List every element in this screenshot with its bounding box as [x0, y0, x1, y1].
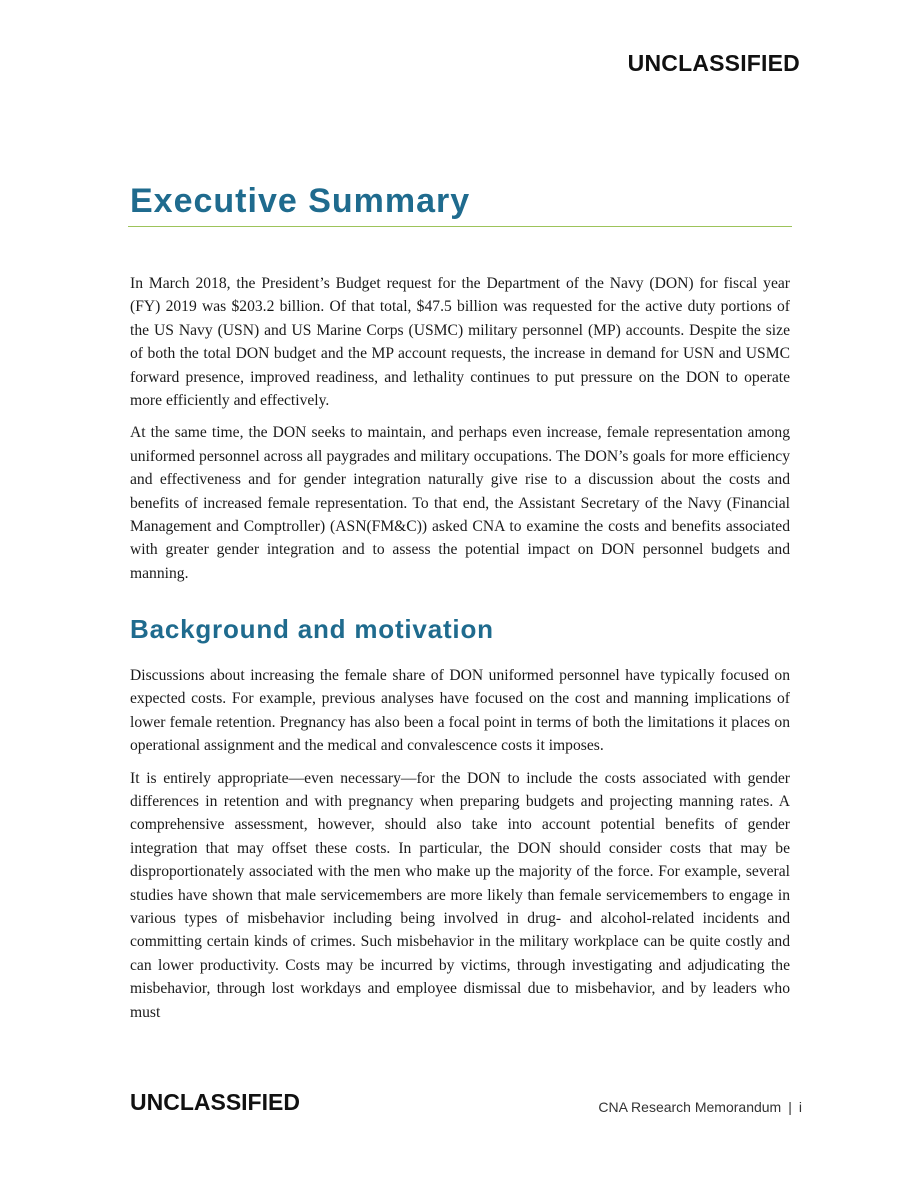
footer-publication-name: CNA Research Memorandum [598, 1099, 782, 1115]
exec-paragraph-2: At the same time, the DON seeks to maintain, and perhaps even increase, female representation among uniformed personnel across all paygrades and military occupations. The DON’s goals for more efficiency and effectiveness and for gender integration naturally give rise to a discussion about the costs and benefits of increased female representation. To that end, the Assistant Secretary of the Navy (Financial Management and Comptroller) (ASN(FM&C)) asked CNA to examine the costs and benefits associated with greater gender integration and to assess the potential impact on DON personnel budgets and manning. [130, 424, 790, 582]
background-body [130, 664, 790, 1033]
footer-page-number: i [798, 1099, 802, 1115]
title-underline-rule [128, 226, 792, 227]
footer-separator: | [788, 1099, 792, 1115]
background-paragraph-1: Discussions about increasing the female share of DON uniformed personnel have typically focused on expected costs. For example, previous analyses have focused on the cost and manning implications of lower female retention. Pregnancy has also been a focal point in terms of both the limitations it places on operational assignment and the medical and convalescence costs it imposes. [130, 667, 790, 755]
footer-publication-info [598, 1099, 802, 1115]
section-heading-background: Background and motivation [130, 614, 494, 644]
header-classification-marking: UNCLASSIFIED [627, 50, 800, 76]
executive-summary-body [130, 272, 790, 594]
exec-paragraph-1: In March 2018, the President’s Budget request for the Department of the Navy (DON) for fiscal year (FY) 2019 was $203.2 billion. Of that total, $47.5 billion was requested for the active duty portions of the US Navy (USN) and US Marine Corps (USMC) military personnel (MP) accounts. Despite the size of both the total DON budget and the MP account requests, the increase in demand for USN and USMC forward presence, improved readiness, and lethality continues to put pressure on the DON to operate more efficiently and effectively. [130, 275, 790, 410]
background-paragraph-2: It is entirely appropriate—even necessary—for the DON to include the costs associated with gender differences in retention and with pregnancy when preparing budgets and projecting manning rates. A comprehensive assessment, however, should also take into account potential benefits of gender integration that may offset these costs. In particular, the DON should consider costs that may be disproportionately associated with the men who make up the majority of the force. For example, several studies have shown that male servicemembers are more likely than female servicemembers to engage in various types of misbehavior including being involved in drug- and alcohol-related incidents and committing certain kinds of crimes. Such misbehavior in the military workplace can be quite costly and can lower productivity. Costs may be incurred by victims, through investigating and adjudicating the misbehavior, through lost workdays and employee dismissal due to misbehavior, and by leaders who must [130, 769, 790, 1021]
footer-classification-marking: UNCLASSIFIED [130, 1089, 300, 1115]
page-title: Executive Summary [130, 182, 471, 220]
